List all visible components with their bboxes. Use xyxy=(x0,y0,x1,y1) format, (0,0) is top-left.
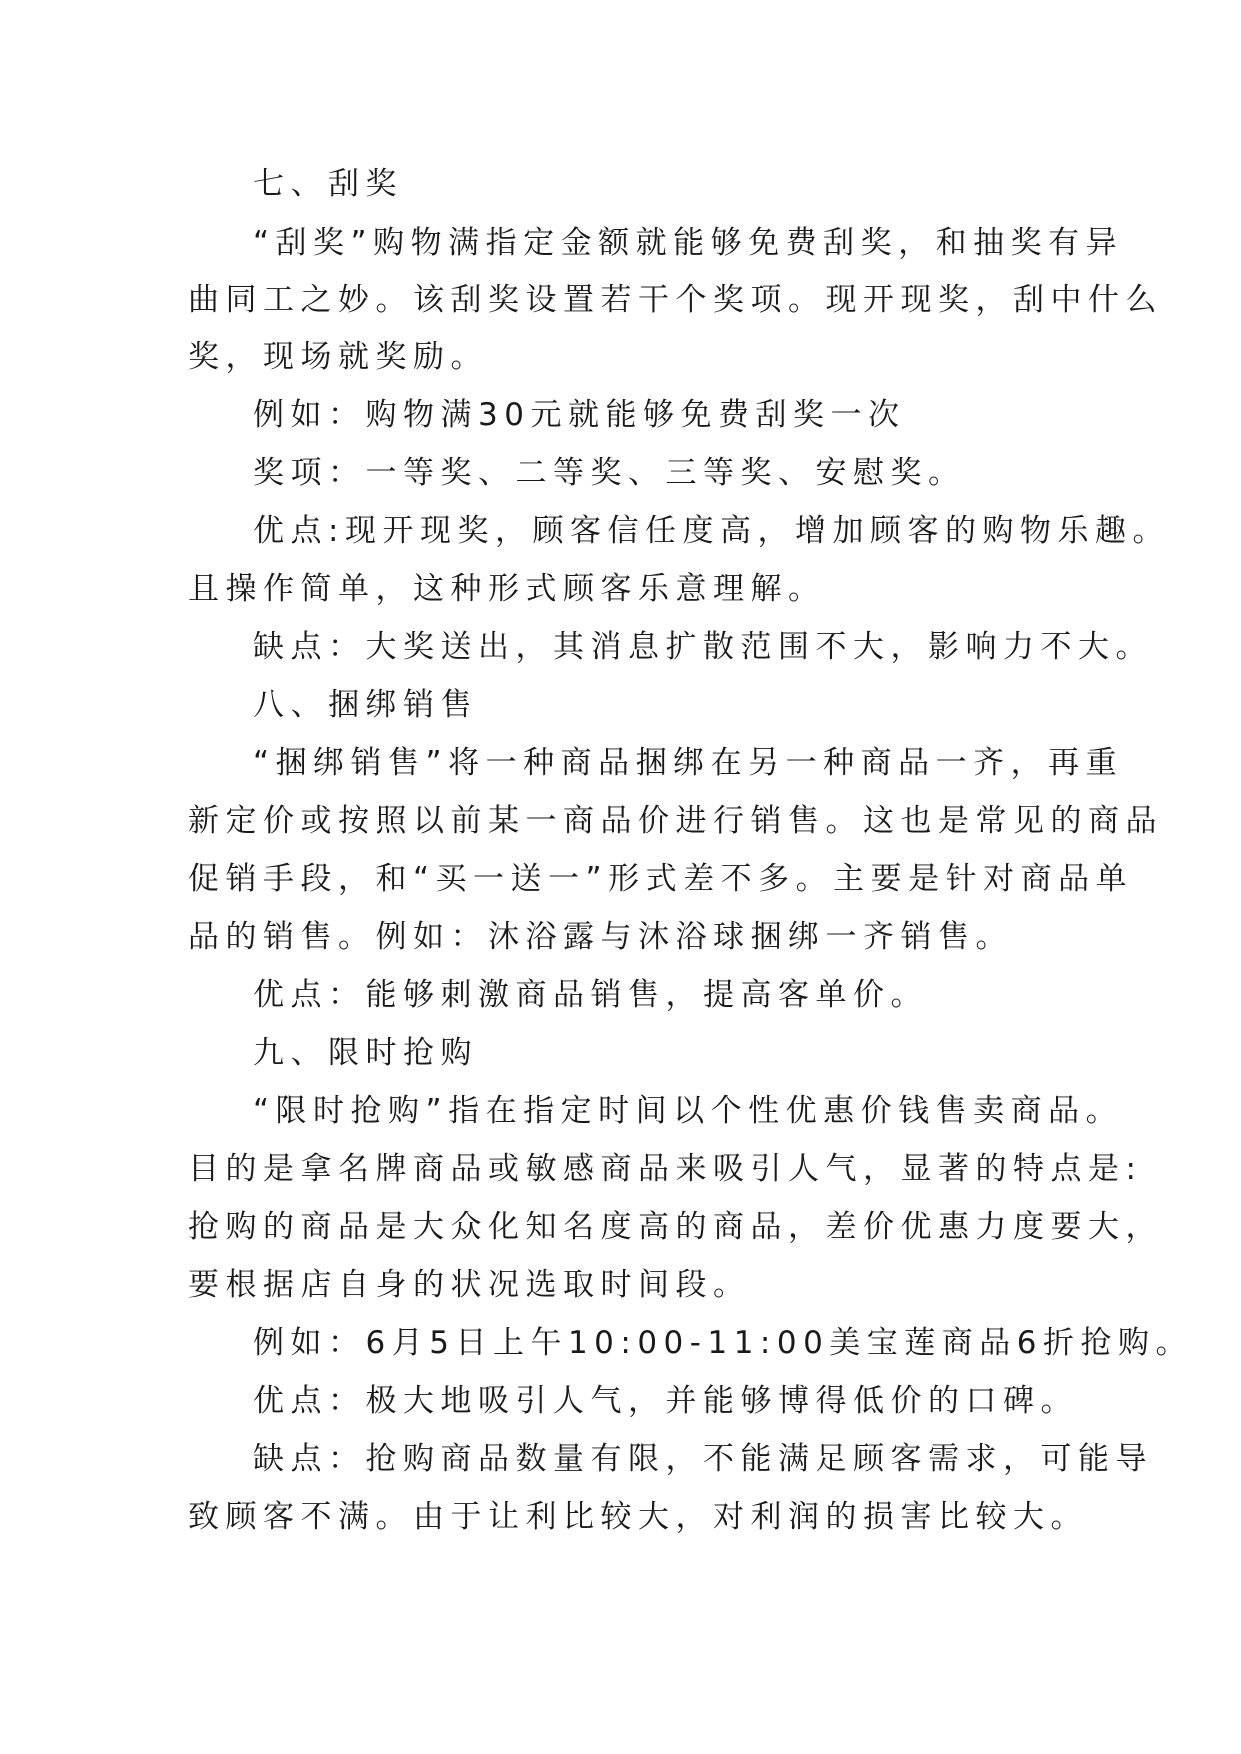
paragraph-line: 奖，现场就奖励。 xyxy=(188,339,488,375)
paragraph-line: “捆绑销售”将一种商品捆绑在另一种商品一齐，再重 xyxy=(253,745,1124,781)
paragraph-line: 品的销售。例如：沐浴露与沐浴球捆绑一齐销售。 xyxy=(188,919,1013,955)
paragraph-line: 新定价或按照以前某一商品价进行销售。这也是常见的商品 xyxy=(188,803,1163,839)
paragraph-line: 优点:现开现奖，顾客信任度高，增加顾客的购物乐趣。 xyxy=(253,513,1170,549)
section-heading-flash-sale: 九、限时抢购 xyxy=(253,1035,478,1071)
paragraph-line: 要根据店自身的状况选取时间段。 xyxy=(188,1267,751,1303)
paragraph-line: “刮奖”购物满指定金额就能够免费刮奖，和抽奖有异 xyxy=(253,225,1124,261)
paragraph-line: 缺点：抢购商品数量有限，不能满足顾客需求，可能导 xyxy=(253,1441,1153,1477)
paragraph-line: 例如：购物满30元就能够免费刮奖一次 xyxy=(253,397,906,433)
paragraph-line: 缺点：大奖送出，其消息扩散范围不大，影响力不大。 xyxy=(253,629,1153,665)
paragraph-line: 且操作简单，这种形式顾客乐意理解。 xyxy=(188,571,826,607)
paragraph-line: 抢购的商品是大众化知名度高的商品，差价优惠力度要大， xyxy=(188,1209,1163,1245)
paragraph-line: 曲同工之妙。该刮奖设置若干个奖项。现开现奖，刮中什么 xyxy=(188,282,1163,318)
paragraph-line: 致顾客不满。由于让利比较大，对利润的损害比较大。 xyxy=(188,1499,1088,1535)
paragraph-line: “限时抢购”指在指定时间以个性优惠价钱售卖商品。 xyxy=(253,1093,1124,1129)
paragraph-line: 优点：极大地吸引人气，并能够博得低价的口碑。 xyxy=(253,1383,1078,1419)
paragraph-line: 目的是拿名牌商品或敏感商品来吸引人气，显著的特点是: xyxy=(188,1151,1143,1187)
section-heading-scratch-card: 七、刮奖 xyxy=(253,166,403,202)
paragraph-line: 促销手段，和“买一送一”形式差不多。主要是针对商品单 xyxy=(188,861,1134,897)
paragraph-line: 例如：6月5日上午10:00-11:00美宝莲商品6折抢购。 xyxy=(253,1325,1194,1361)
paragraph-line: 优点：能够刺激商品销售，提高客单价。 xyxy=(253,977,928,1013)
section-heading-bundle-sale: 八、捆绑销售 xyxy=(253,687,478,723)
paragraph-line: 奖项：一等奖、二等奖、三等奖、安慰奖。 xyxy=(253,455,966,491)
